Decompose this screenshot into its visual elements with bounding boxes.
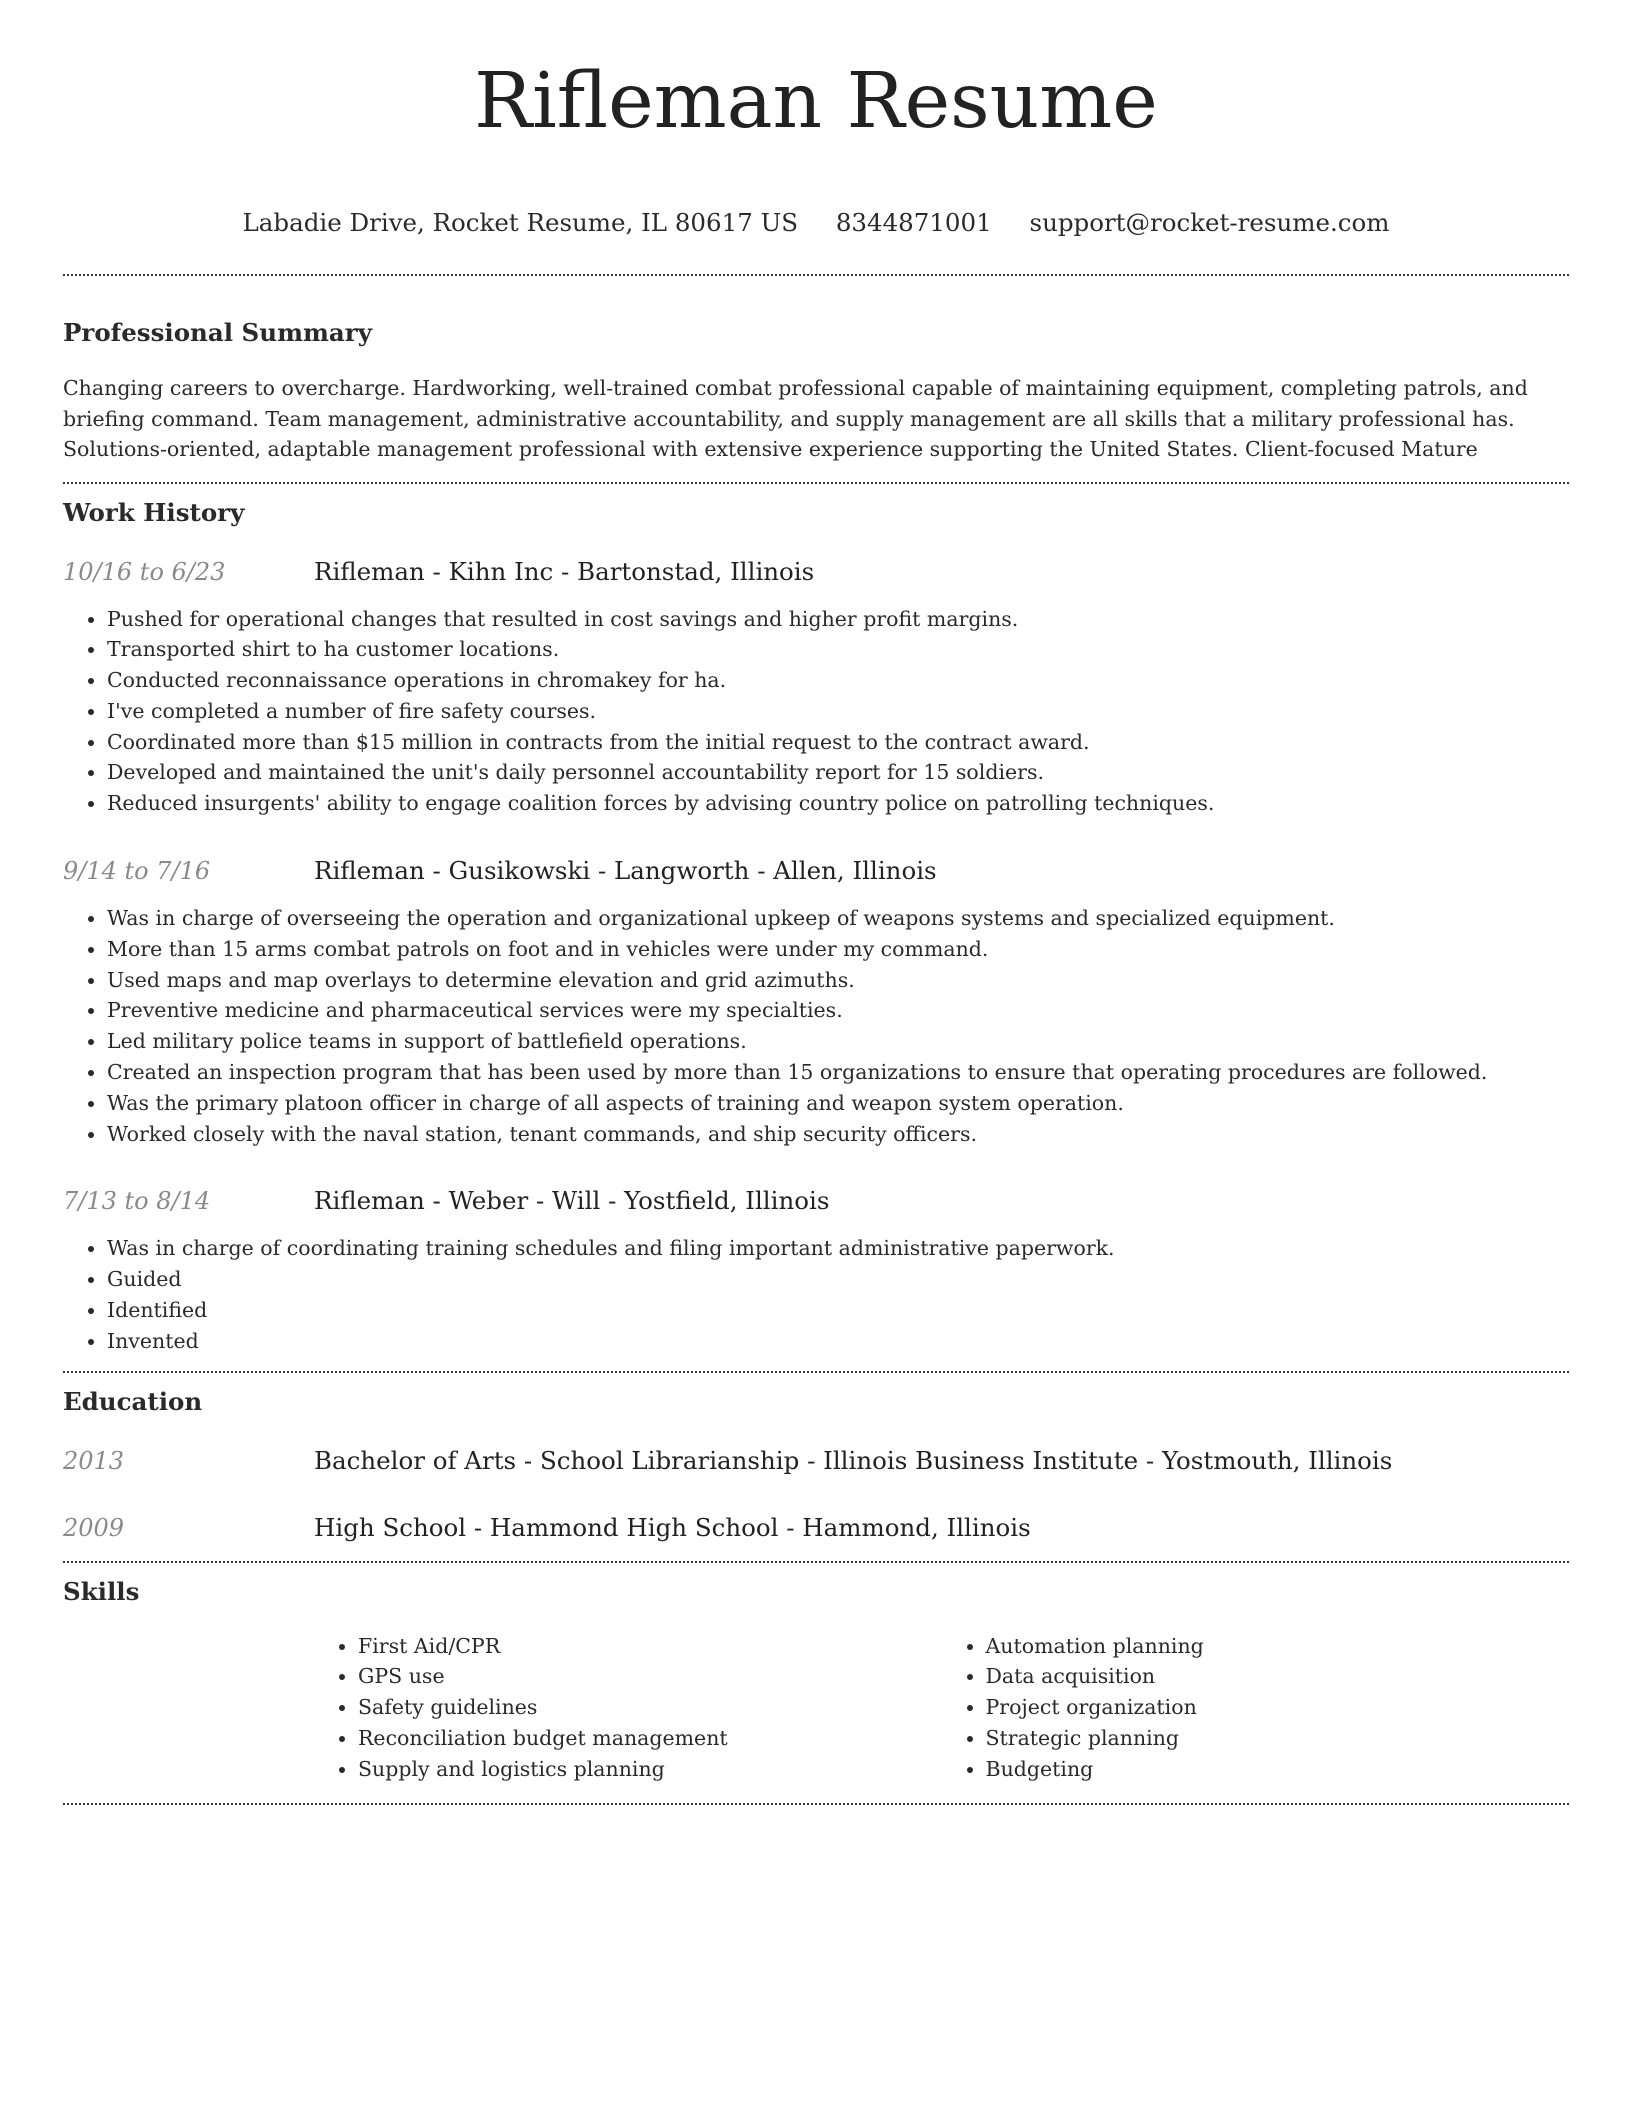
skill-item: • Data acquisition <box>986 1661 1570 1692</box>
education-year: 2009 <box>63 1513 125 1542</box>
list-item: • Invented <box>107 1326 1569 1357</box>
skills-list <box>314 1631 1569 1785</box>
skill-item: • Safety guidelines <box>358 1692 942 1723</box>
job-bullets <box>63 604 1569 820</box>
list-item: • Guided <box>107 1264 1569 1295</box>
list-item: • Preventive medicine and pharmaceutical services were my specialties. <box>107 995 1569 1026</box>
list-item: • Created an inspection program that has been used by more than 15 organizations to ensure that operating procedures are followed. <box>107 1057 1569 1088</box>
list-item: • Was in charge of overseeing the operation and organizational upkeep of weapons systems and specialized equipment. <box>107 903 1569 934</box>
contact-phone: 8344871001 <box>835 208 992 237</box>
skill-item: • Budgeting <box>986 1754 1570 1785</box>
list-item: • Reduced insurgents' ability to engage coalition forces by advising country police on patrolling techniques. <box>107 788 1569 819</box>
list-item: • More than 15 arms combat patrols on foot and in vehicles were under my command. <box>107 934 1569 965</box>
job-bullets <box>63 1233 1569 1356</box>
list-item: • Was the primary platoon officer in charge of all aspects of training and weapon system operation. <box>107 1088 1569 1119</box>
list-item: • Was in charge of coordinating training schedules and filing important administrative paperwork. <box>107 1233 1569 1264</box>
education-detail: Bachelor of Arts - School Librarianship - Illinois Business Institute - Yostmouth, Illinois <box>314 1445 1393 1475</box>
job-entry <box>63 1185 1569 1217</box>
list-item: • Conducted reconnaissance operations in chromakey for ha. <box>107 665 1569 696</box>
list-item: • Identified <box>107 1295 1569 1326</box>
job-title: Rifleman - Kihn Inc - Bartonstad, Illinois <box>314 556 815 586</box>
skill-item: • GPS use <box>358 1661 942 1692</box>
divider <box>63 482 1569 484</box>
section-title-summary: Professional Summary <box>63 318 372 347</box>
education-detail: High School - Hammond High School - Hammond, Illinois <box>314 1512 1031 1542</box>
list-item: • Pushed for operational changes that resulted in cost savings and higher profit margins. <box>107 604 1569 635</box>
contact-email: support@rocket-resume.com <box>1029 208 1390 237</box>
section-title-education: Education <box>63 1386 203 1416</box>
divider <box>63 1803 1569 1805</box>
list-item: • Worked closely with the naval station, tenant commands, and ship security officers. <box>107 1119 1569 1150</box>
skill-item: • Project organization <box>986 1692 1570 1723</box>
list-item: • Used maps and map overlays to determine elevation and grid azimuths. <box>107 965 1569 996</box>
education-year: 2013 <box>63 1446 125 1475</box>
job-title: Rifleman - Gusikowski - Langworth - Allen, Illinois <box>314 856 937 886</box>
summary-text: Changing careers to overcharge. Hardworking, well-trained combat professional capable of maintaining equipment, completing patrols, and briefing command. Team management, administrative accountability, and supply management are all skills that a military professional has. Solutions-oriented, adaptable management professional with extensive experience supporting the United States. Client-focused Mature <box>63 376 1528 461</box>
contact-address: Labadie Drive, Rocket Resume, IL 80617 US <box>242 208 799 237</box>
skill-item: • Strategic planning <box>986 1723 1570 1754</box>
contact-line <box>63 206 1569 240</box>
resume-name: Rifleman Resume <box>474 57 1158 146</box>
skill-item: • Automation planning <box>986 1631 1570 1662</box>
job-entry <box>63 855 1569 887</box>
section-title-skills: Skills <box>63 1576 140 1606</box>
skills-column-right <box>942 1631 1570 1785</box>
skill-item: • First Aid/CPR <box>358 1631 942 1662</box>
job-bullets <box>63 903 1569 1149</box>
skill-item: • Reconciliation budget management <box>358 1723 942 1754</box>
list-item: • Coordinated more than $15 million in contracts from the initial request to the contract award. <box>107 727 1569 758</box>
education-entry <box>63 1512 1569 1544</box>
divider <box>63 1371 1569 1373</box>
skill-item: • Supply and logistics planning <box>358 1754 942 1785</box>
list-item: • I've completed a number of fire safety courses. <box>107 696 1569 727</box>
job-entry <box>63 556 1569 588</box>
divider <box>63 1561 1569 1563</box>
list-item: • Transported shirt to ha customer locations. <box>107 634 1569 665</box>
list-item: • Developed and maintained the unit's daily personnel accountability report for 15 soldiers. <box>107 757 1569 788</box>
job-title: Rifleman - Weber - Will - Yostfield, Illinois <box>314 1186 830 1216</box>
job-dates: 7/13 to 8/14 <box>63 1187 211 1216</box>
skills-column-left <box>314 1631 942 1785</box>
job-dates: 10/16 to 6/23 <box>63 557 226 586</box>
education-entry <box>63 1445 1569 1477</box>
section-title-work-history: Work History <box>63 497 245 527</box>
divider <box>63 274 1569 276</box>
job-dates: 9/14 to 7/16 <box>63 857 211 886</box>
list-item: • Led military police teams in support of battlefield operations. <box>107 1026 1569 1057</box>
